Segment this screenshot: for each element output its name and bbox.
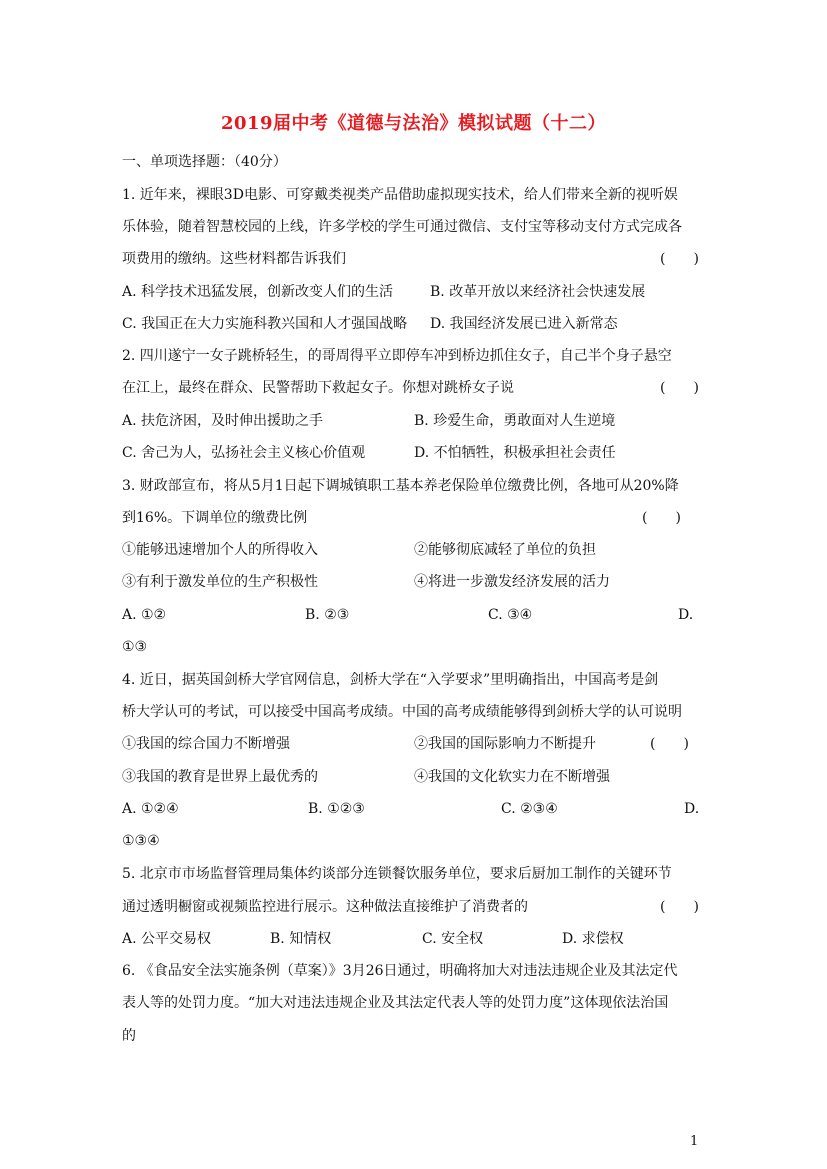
q5-option-d: D. 求偿权	[562, 931, 624, 947]
q5-stem-line-1: 5. 北京市市场监督管理局集体约谈部分连锁餐饮服务单位，要求后厨加工制作的关键环节	[122, 866, 672, 882]
q2-option-c: C. 舍己为人，弘扬社会主义核心价值观	[122, 445, 366, 461]
q5-answer-blank: ( )	[660, 899, 699, 915]
q5-stem-line-2: 通过透明橱窗或视频监控进行展示。这种做法直接维护了消费者的	[122, 899, 528, 915]
q4-option-a: A. ①②④	[122, 801, 179, 817]
q4-statement-1: ①我国的综合国力不断增强	[122, 736, 290, 752]
q1-option-c: C. 我国正在大力实施科教兴国和人才强国战略	[122, 316, 408, 332]
q4-answer-blank: ( )	[650, 736, 689, 752]
q1-stem-line-3: 项费用的缴纳。这些材料都告诉我们	[122, 251, 346, 267]
q3-answer-blank: ( )	[642, 510, 681, 526]
q4-stem-line-2: 桥大学认可的考试，可以接受中国高考成绩。中国的高考成绩能够得到剑桥大学的认可说明	[122, 704, 682, 720]
q5-option-b: B. 知情权	[270, 931, 332, 947]
q2-option-a: A. 扶危济困，及时伸出援助之手	[122, 413, 324, 429]
q1-option-a: A. 科学技术迅猛发展，创新改变人们的生活	[122, 284, 394, 300]
q3-statement-2: ②能够彻底减轻了单位的负担	[414, 542, 596, 558]
q2-option-b: B. 珍爱生命，勇敢面对人生逆境	[414, 413, 616, 429]
q4-statement-2: ②我国的国际影响力不断提升	[414, 736, 596, 752]
q4-statement-4: ④我国的文化软实力在不断增强	[414, 769, 610, 785]
q2-option-d: D. 不怕牺牲，积极承担社会责任	[414, 445, 616, 461]
q3-option-a: A. ①②	[122, 607, 167, 623]
q2-stem-line-2: 在江上，最终在群众、民警帮助下救起女子。你想对跳桥女子说	[122, 380, 514, 396]
q1-stem-line-2: 乐体验，随着智慧校园的上线，许多学校的学生可通过微信、支付宝等移动支付方式完成各	[122, 219, 682, 235]
q6-stem-line-3: 的	[122, 1028, 136, 1044]
q4-option-c: C. ②③④	[501, 801, 558, 817]
q1-option-d: D. 我国经济发展已进入新常态	[430, 316, 618, 332]
q3-option-b: B. ②③	[305, 607, 350, 623]
q3-stem-line-2: 到16%。下调单位的缴费比例	[122, 510, 308, 526]
q3-option-d-content: ①③	[122, 639, 148, 655]
q5-option-a: A. 公平交易权	[122, 931, 212, 947]
q3-stem-line-1: 3. 财政部宣布，将从5月1日起下调城镇职工基本养老保险单位缴费比例，各地可从20%降	[122, 478, 679, 494]
section-heading: 一、单项选择题：（40分）	[122, 154, 287, 170]
page-number: 1	[690, 1134, 699, 1149]
q2-stem-line-1: 2. 四川遂宁一女子跳桥轻生，的哥周得平立即停车冲到桥边抓住女子，自己半个身子悬空	[122, 348, 672, 364]
q3-statement-3: ③有利于激发单位的生产积极性	[122, 574, 318, 590]
q1-answer-blank: ( )	[660, 251, 699, 267]
q6-stem-line-1: 6. 《食品安全法实施条例（草案）》3月26日通过，明确将加大对违法违规企业及其法定代	[122, 963, 678, 979]
document-title: 2019届中考《道德与法治》模拟试题（十二）	[220, 113, 607, 134]
q2-answer-blank: ( )	[660, 380, 699, 396]
q4-option-d-content: ①③④	[122, 833, 160, 849]
q4-stem-line-1: 4. 近日，据英国剑桥大学官网信息，剑桥大学在“入学要求”里明确指出，中国高考是剑	[122, 672, 659, 688]
q3-statement-4: ④将进一步激发经济发展的活力	[414, 574, 610, 590]
q5-option-c: C. 安全权	[422, 931, 484, 947]
q1-stem-line-1: 1. 近年来，裸眼3D电影、可穿戴类视类产品借助虚拟现实技术，给人们带来全新的视听娱	[122, 187, 678, 203]
q4-statement-3: ③我国的教育是世界上最优秀的	[122, 769, 318, 785]
q4-option-b: B. ①②③	[308, 801, 365, 817]
q1-option-b: B. 改革开放以来经济社会快速发展	[430, 284, 646, 300]
q4-option-d: D.	[684, 801, 700, 817]
q6-stem-line-2: 表人等的处罚力度。“加大对违法违规企业及其法定代表人等的处罚力度”这体现依法治国	[122, 995, 669, 1011]
q3-statement-1: ①能够迅速增加个人的所得收入	[122, 542, 318, 558]
q3-option-c: C. ③④	[488, 607, 533, 623]
q3-option-d: D.	[678, 607, 694, 623]
